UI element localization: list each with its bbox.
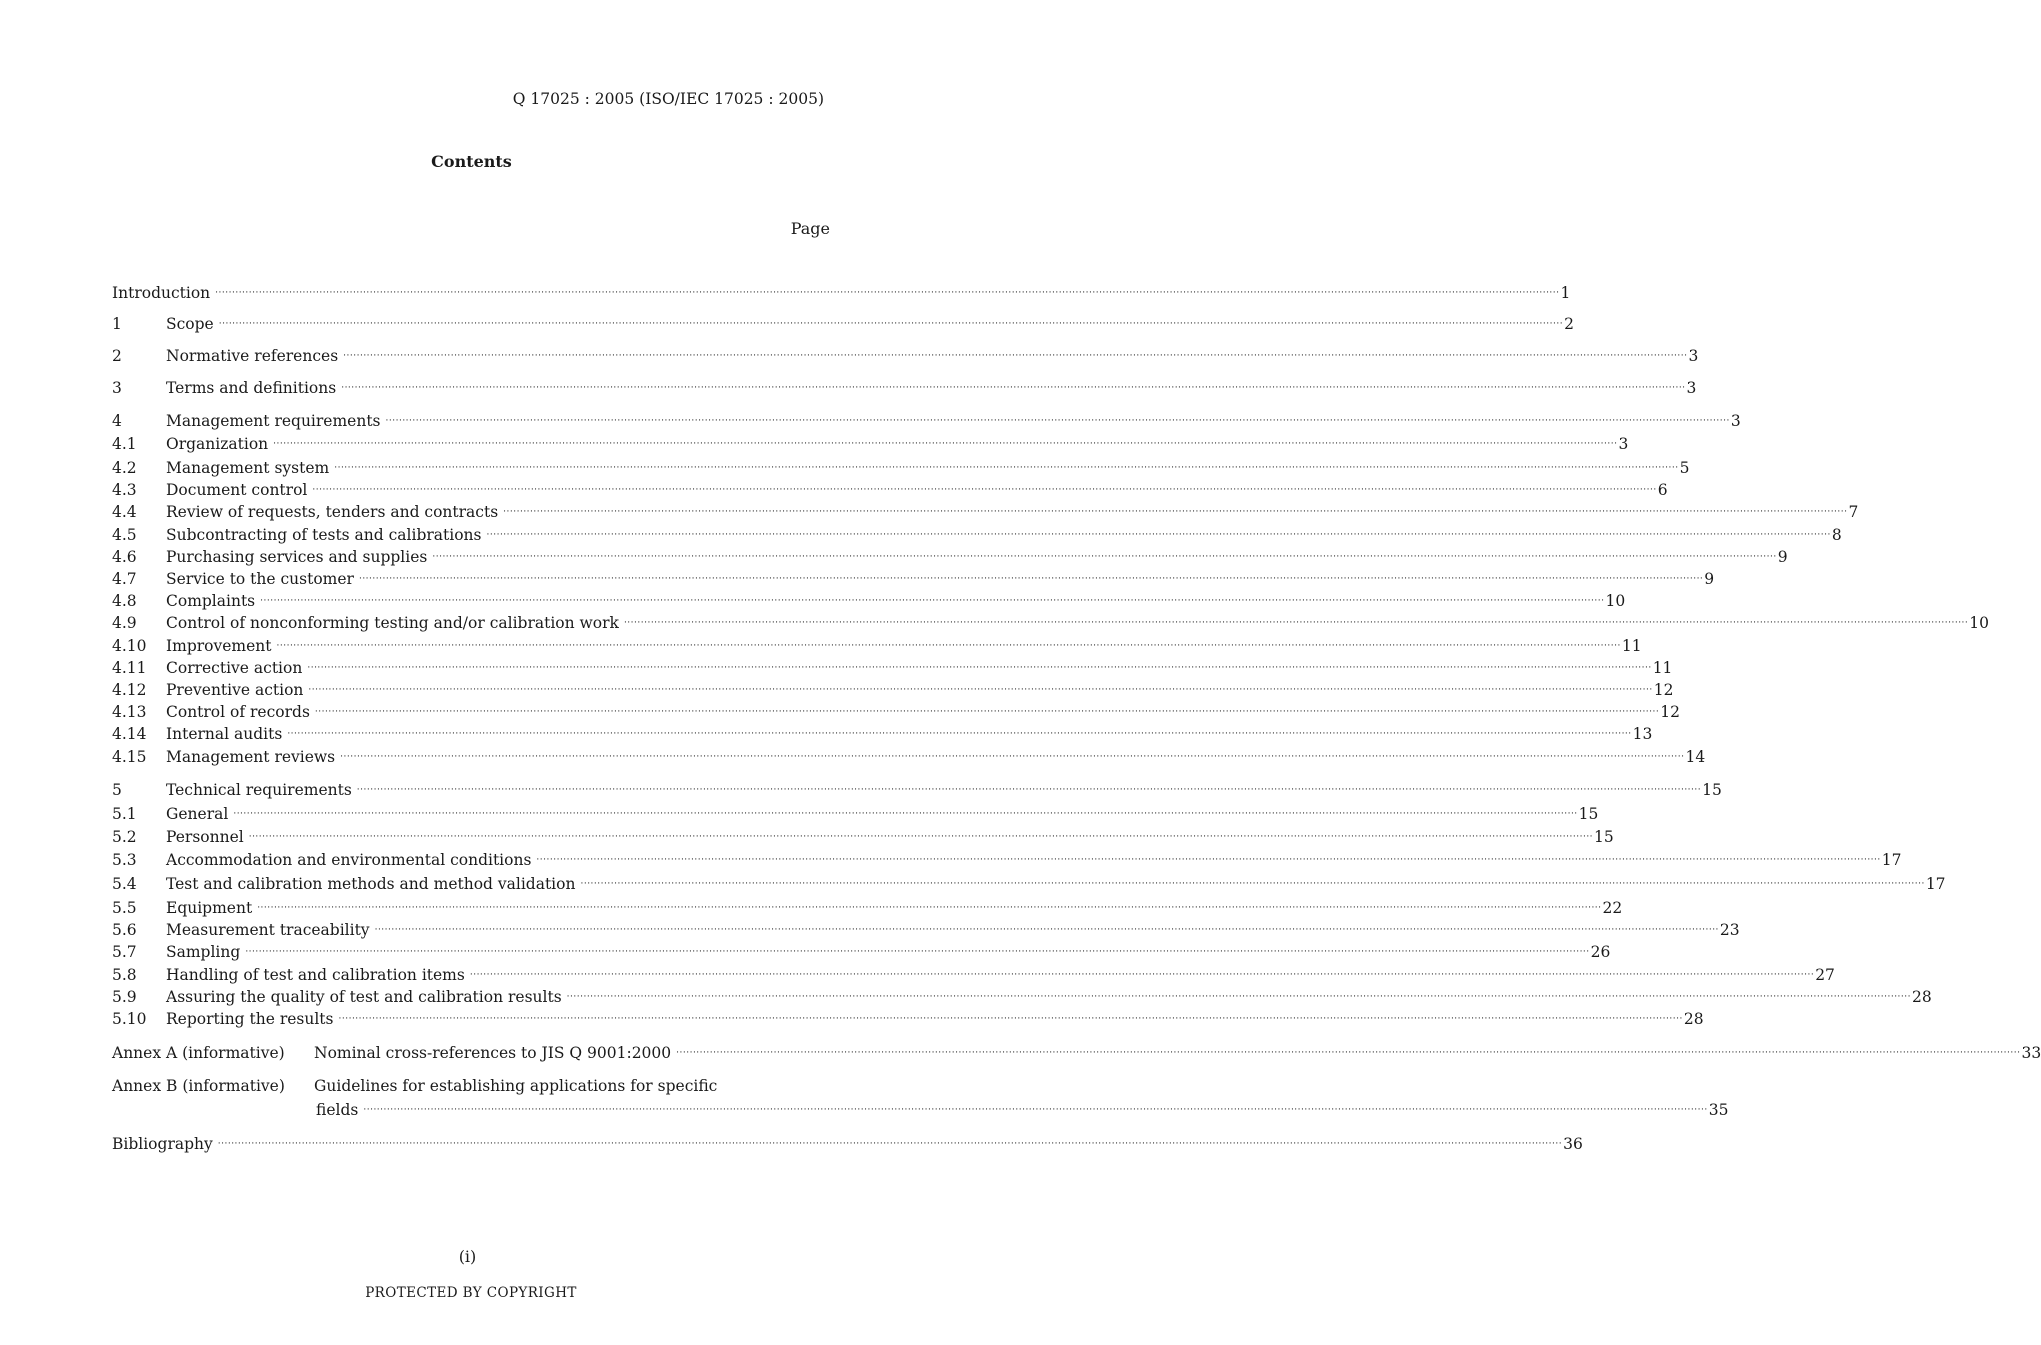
toc-page-number: 11 [1621,637,1642,655]
toc-title: Test and calibration methods and method validation [166,875,576,893]
dot-leader: ················································································································································································································································································································································································································ [580,879,1925,889]
toc-title: Organization [166,435,269,453]
dot-leader: ················································································································································································································································································································································································································ [341,383,1686,393]
toc-title: Scope [166,315,214,333]
standard-code: Q 17025 : 2005 (ISO/IEC 17025 : 2005) [512,90,824,108]
toc-page-number: 10 [1969,614,1990,632]
toc-number: 5.1 [112,805,137,823]
toc-entry[interactable] [112,377,1697,399]
toc-title: Review of requests, tenders and contracts [166,503,499,521]
toc-page-number: 10 [1605,592,1626,610]
dot-leader: ················································································································································································································································································································································································································ [486,530,1831,540]
toc-number: 4.12 [112,681,147,699]
toc-page-number: 3 [1688,347,1699,365]
dot-leader: ················································································································································································································································································································································································································ [623,618,1969,628]
toc-title: Bibliography [112,1135,213,1153]
toc-entry[interactable] [112,897,1623,919]
toc-page-number: 33 [2021,1044,2041,1062]
toc-number: 4.4 [112,503,137,521]
toc-number: 5.9 [112,988,137,1006]
toc-title: Control of records [166,703,310,721]
toc-number: 4.1 [112,435,137,453]
toc-entry[interactable] [112,986,1932,1008]
toc-title: Internal audits [166,725,283,743]
toc-entry[interactable] [112,568,1715,590]
toc-title: Document control [166,481,308,499]
dot-leader: ················································································································································································································································································································································································································ [503,507,1848,517]
dot-leader: ················································································································································································································································································································································································································ [358,574,1704,584]
dot-leader: ················································································································································································································································································································································································································ [432,552,1777,562]
toc-annex-b[interactable] [112,1075,812,1097]
toc-page-number: 28 [1683,1010,1704,1028]
toc-page-number: 12 [1660,703,1680,721]
toc-page-number: 27 [1815,966,1835,984]
toc-entry[interactable] [112,779,1722,801]
dot-leader: ················································································································································································································································································································································································································ [676,1048,2021,1058]
dot-leader: ················································································································································································································································································································································································································ [343,351,1688,361]
toc-entry[interactable] [112,826,1614,848]
toc-entry[interactable] [112,433,1629,455]
toc-entry[interactable] [112,410,1741,432]
toc-entry[interactable] [112,612,1990,634]
toc-page-number: 5 [1679,459,1690,477]
toc-page-number: 1 [1560,284,1571,302]
toc-title: Assuring the quality of test and calibration results [166,988,562,1006]
dot-leader: ················································································································································································································································································································································································································ [276,641,1621,651]
page-column-label: Page [790,219,830,238]
toc-entry[interactable] [112,701,1680,723]
toc-entry[interactable] [112,457,1690,479]
toc-page-number: 3 [1686,379,1697,397]
toc-page-number: 12 [1653,681,1674,699]
toc-entry[interactable] [112,849,1902,871]
toc-entry[interactable] [112,679,1674,701]
toc-page-number: 26 [1590,943,1611,961]
toc-page-number: 6 [1657,481,1668,499]
toc-entry[interactable] [112,723,1653,745]
toc-number: 3 [112,379,122,397]
toc-entry[interactable] [112,657,1673,679]
dot-leader: ················································································································································································································································································································································································································ [334,463,1679,473]
toc-number: 4.8 [112,592,137,610]
toc-number: 5.5 [112,899,137,917]
toc-title: fields [316,1101,359,1119]
dot-leader: ················································································································································································································································································································································································································ [469,970,1815,980]
toc-bibliography[interactable] [112,1133,1583,1155]
toc-entry[interactable] [112,546,1788,568]
toc-title: Normative references [166,347,339,365]
toc-number: 4.6 [112,548,137,566]
toc-title: Personnel [166,828,244,846]
dot-leader: ················································································································································································································································································································································································································ [308,685,1653,695]
toc-entry[interactable] [112,964,1835,986]
dot-leader: ················································································································································································································································································································································································································ [218,319,1564,329]
toc-number: Annex B (informative) [112,1077,285,1095]
dot-leader: ················································································································································································································································································································································································································ [363,1105,1708,1115]
toc-page-number: 9 [1704,570,1715,588]
page-folio: (i) [458,1247,477,1266]
toc-number: 5.10 [112,1010,147,1028]
toc-title: Accommodation and environmental conditions [166,851,532,869]
dot-leader: ················································································································································································································································································································································································································ [257,903,1602,913]
toc-page-number: 3 [1618,435,1629,453]
toc-title: Management system [166,459,330,477]
dot-leader: ················································································································································································································································································································································································································ [312,485,1657,495]
toc-entry[interactable] [112,501,1859,523]
toc-number: 5.2 [112,828,137,846]
toc-title: Control of nonconforming testing and/or calibration work [166,614,619,632]
toc-entry[interactable] [112,941,1611,963]
dot-leader: ················································································································································································································································································································································································································ [215,288,1560,298]
dot-leader: ················································································································································································································································································································································································································ [260,596,1605,606]
toc-number: 4.3 [112,481,137,499]
toc-number: 4.2 [112,459,137,477]
toc-number: 1 [112,315,122,333]
toc-title: Preventive action [166,681,304,699]
toc-number: 5.3 [112,851,137,869]
dot-leader: ················································································································································································································································································································································································································ [385,416,1730,426]
toc-number: 4.7 [112,570,137,588]
toc-number: 2 [112,347,122,365]
toc-number: 4.14 [112,725,147,743]
toc-page-number: 17 [1925,875,1946,893]
dot-leader: ················································································································································································································································································································································································································ [245,947,1590,957]
toc-title: Terms and definitions [166,379,337,397]
toc-annex-a[interactable] [112,1042,2041,1064]
contents-title: Contents [431,152,512,171]
toc-number: 4 [112,412,122,430]
dot-leader: ················································································································································································································································································································································································································ [307,663,1652,673]
toc-title: Reporting the results [166,1010,334,1028]
toc-page-number: 17 [1881,851,1902,869]
toc-page-number: 3 [1730,412,1741,430]
toc-title: Improvement [166,637,272,655]
toc-number: 4.10 [112,637,147,655]
toc-number: 5.8 [112,966,137,984]
dot-leader: ················································································································································································································································································································································································································ [356,785,1702,795]
toc-entry[interactable] [112,345,1699,367]
toc-entry[interactable] [112,803,1599,825]
toc-page-number: 14 [1685,748,1706,766]
toc-page-number: 36 [1563,1135,1583,1153]
toc-page-number: 7 [1848,503,1859,521]
toc-entry[interactable] [112,873,1946,895]
dot-leader: ················································································································································································································································································································································································································ [273,439,1618,449]
dot-leader: ················································································································································································································································································································································································································ [374,925,1719,935]
dot-leader: ················································································································································································································································································································································································································ [338,1014,1683,1024]
toc-title: Corrective action [166,659,303,677]
toc-title: Management requirements [166,412,381,430]
toc-number: 5.6 [112,921,137,939]
toc-page-number: 15 [1594,828,1614,846]
toc-page-number: 13 [1632,725,1653,743]
toc-entry[interactable] [112,746,1706,768]
toc-number: 5 [112,781,122,799]
toc-title: Technical requirements [166,781,352,799]
toc-number: 4.5 [112,526,137,544]
dot-leader: ················································································································································································································································································································································································································ [217,1139,1563,1149]
toc-entry[interactable] [112,1008,1704,1030]
toc-number: 4.11 [112,659,147,677]
toc-entry[interactable] [112,479,1668,501]
toc-page-number: 8 [1831,526,1842,544]
dot-leader: ················································································································································································································································································································································································································ [340,752,1685,762]
toc-title: Equipment [166,899,253,917]
toc-title: Service to the customer [166,570,354,588]
toc-number: Annex A (informative) [112,1044,285,1062]
toc-page-number: 2 [1564,315,1574,333]
dot-leader: ················································································································································································································································································································································································································ [248,832,1594,842]
toc-title: Subcontracting of tests and calibrations [166,526,482,544]
dot-leader: ················································································································································································································································································································································································································ [287,729,1632,739]
toc-number: 5.7 [112,943,137,961]
toc-entry[interactable] [112,919,1740,941]
toc-title: Measurement traceability [166,921,370,939]
toc-entry[interactable] [112,524,1842,546]
toc-entry[interactable] [112,313,1574,335]
toc-page-number: 15 [1702,781,1722,799]
toc-title: Introduction [112,284,211,302]
dot-leader: ················································································································································································································································································································································································································ [233,809,1578,819]
toc-title: Guidelines for establishing applications for specific [314,1077,718,1095]
toc-number: 4.15 [112,748,147,766]
toc-page-number: 22 [1602,899,1623,917]
toc-page-number: 28 [1912,988,1932,1006]
toc-entry[interactable] [112,590,1626,612]
toc-title: Nominal cross-references to JIS Q 9001:2000 [314,1044,672,1062]
toc-page-number: 9 [1777,548,1788,566]
toc-title: Management reviews [166,748,336,766]
copyright-notice: PROTECTED BY COPYRIGHT [365,1285,577,1301]
toc-number: 5.4 [112,875,137,893]
toc-page-number: 23 [1719,921,1740,939]
toc-page-number: 15 [1578,805,1599,823]
toc-title: Complaints [166,592,256,610]
toc-title: Purchasing services and supplies [166,548,428,566]
dot-leader: ················································································································································································································································································································································································································ [314,707,1660,717]
toc-page-number: 35 [1708,1101,1729,1119]
toc-entry[interactable] [112,282,1571,304]
toc-title: Handling of test and calibration items [166,966,465,984]
toc-annex-b-continued[interactable] [112,1099,1729,1121]
dot-leader: ················································································································································································································································································································································································································ [566,992,1911,1002]
toc-title: Sampling [166,943,241,961]
toc-number: 4.13 [112,703,147,721]
toc-title: General [166,805,229,823]
toc-entry[interactable] [112,635,1642,657]
toc-page-number: 11 [1652,659,1673,677]
dot-leader: ················································································································································································································································································································································································································ [536,855,1881,865]
toc-number: 4.9 [112,614,137,632]
